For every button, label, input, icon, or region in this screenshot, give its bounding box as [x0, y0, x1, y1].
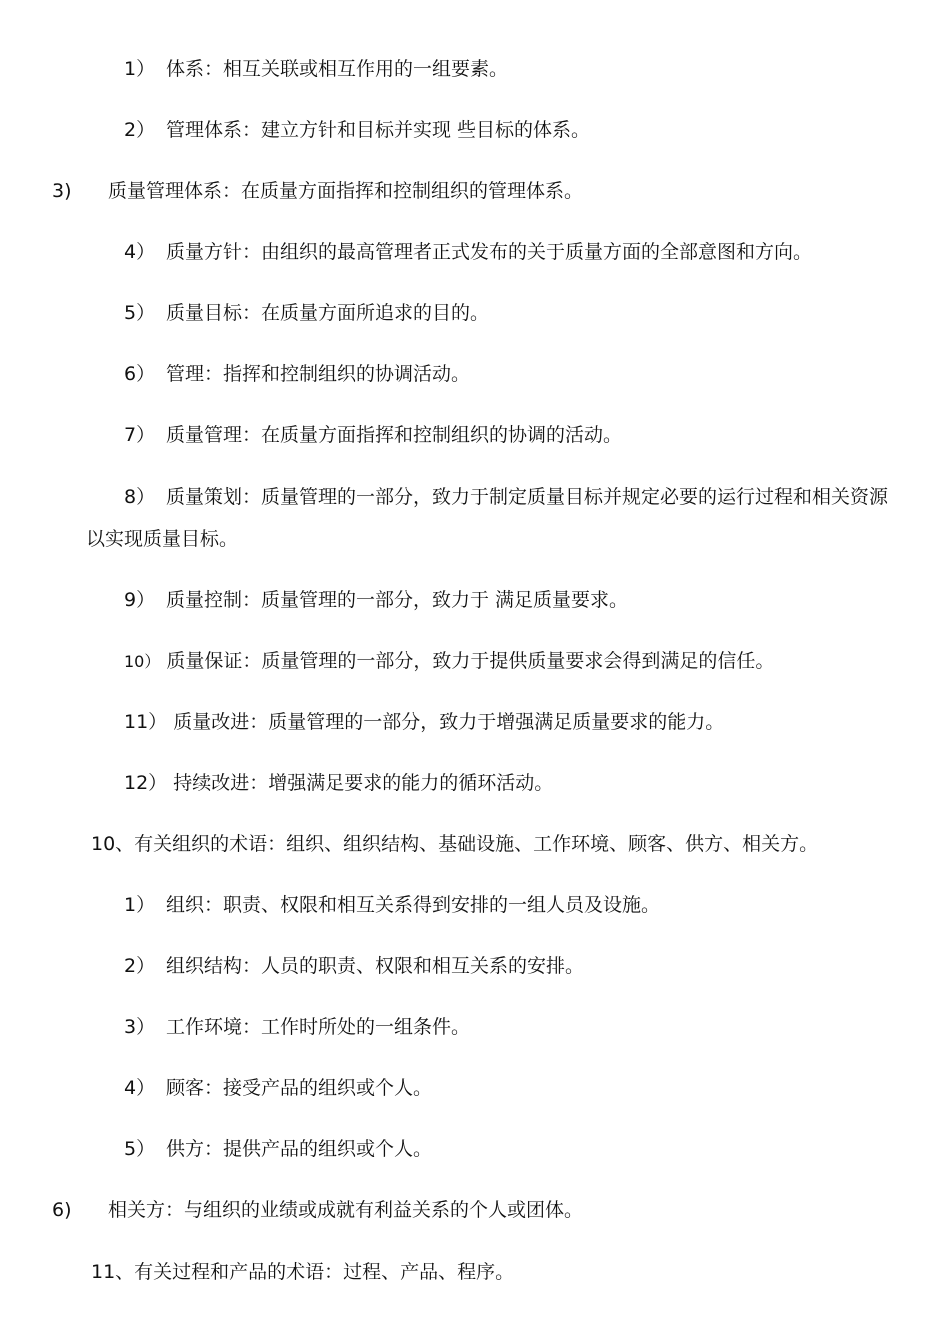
item-text: 组织结构：人员的职责、权限和相互关系的安排。 [166, 955, 585, 977]
item-text: 供方：提供产品的组织或个人。 [166, 1138, 433, 1160]
item-text: 质量方针：由组织的最高管理者正式发布的关于质量方面的全部意图和方向。 [166, 241, 813, 263]
list-item [124, 362, 470, 386]
item-text: 工作环境：工作时所处的一组条件。 [166, 1016, 471, 1038]
list-item-continuation [86, 527, 238, 551]
item-number: 3) [52, 180, 72, 202]
item-text: 相关方：与组织的业绩或成就有利益关系的个人或团体。 [108, 1199, 584, 1221]
item-number: 2） [124, 119, 156, 141]
item-number: 12） [124, 772, 168, 794]
item-number: 4） [124, 241, 156, 263]
item-text: 管理：指挥和控制组织的协调活动。 [166, 363, 471, 385]
item-text: 质量保证：质量管理的一部分，致力于提供质量要求会得到满足的信任。 [166, 650, 775, 672]
list-item [124, 1015, 470, 1039]
heading-text: 10、有关组织的术语：组织、组织结构、基础设施、工作环境、顾客、供方、相关方。 [91, 833, 819, 855]
item-number: 5） [124, 302, 156, 324]
list-item [124, 301, 489, 325]
list-item [124, 1137, 432, 1161]
section-heading [91, 1260, 514, 1284]
item-number: 4） [124, 1077, 156, 1099]
list-item [124, 710, 724, 734]
item-number: 9） [124, 589, 156, 611]
item-number: 6) [52, 1199, 72, 1221]
section-heading [91, 832, 818, 856]
item-text: 以实现质量目标。 [86, 528, 239, 550]
item-number: 3） [124, 1016, 156, 1038]
item-text: 质量控制：质量管理的一部分，致力于 满足质量要求。 [166, 589, 629, 611]
heading-text: 11、有关过程和产品的术语：过程、产品、程序。 [91, 1261, 515, 1283]
list-item [124, 118, 590, 142]
item-number: 1） [124, 58, 156, 80]
list-item [124, 893, 660, 917]
list-item [124, 1076, 432, 1100]
item-number: 8） [124, 486, 156, 508]
list-item [124, 649, 774, 674]
list-item [124, 771, 553, 795]
list-item [124, 954, 584, 978]
list-item [124, 588, 628, 612]
list-item [52, 179, 583, 203]
item-number: 11） [124, 711, 168, 733]
item-text: 质量目标：在质量方面所追求的目的。 [166, 302, 490, 324]
item-text: 质量管理体系：在质量方面指挥和控制组织的管理体系。 [108, 180, 584, 202]
item-number: 1） [124, 894, 156, 916]
item-text: 管理体系：建立方针和目标并实现 些目标的体系。 [166, 119, 591, 141]
item-text: 质量改进：质量管理的一部分，致力于增强满足质量要求的能力。 [173, 711, 725, 733]
list-item [52, 1198, 583, 1222]
list-item [124, 423, 622, 447]
item-number: 10） [124, 652, 161, 671]
item-text: 组织：职责、权限和相互关系得到安排的一组人员及设施。 [166, 894, 661, 916]
item-text: 顾客：接受产品的组织或个人。 [166, 1077, 433, 1099]
list-item [124, 485, 888, 509]
item-number: 2） [124, 955, 156, 977]
item-text: 体系：相互关联或相互作用的一组要素。 [166, 58, 509, 80]
item-text: 持续改进：增强满足要求的能力的循环活动。 [173, 772, 554, 794]
item-text: 质量管理：在质量方面指挥和控制组织的协调的活动。 [166, 424, 623, 446]
item-number: 5） [124, 1138, 156, 1160]
item-number: 7） [124, 424, 156, 446]
item-text: 质量策划：质量管理的一部分，致力于制定质量目标并规定必要的运行过程和相关资源 [166, 486, 889, 508]
list-item [124, 57, 508, 81]
list-item [124, 240, 812, 264]
item-number: 6） [124, 363, 156, 385]
